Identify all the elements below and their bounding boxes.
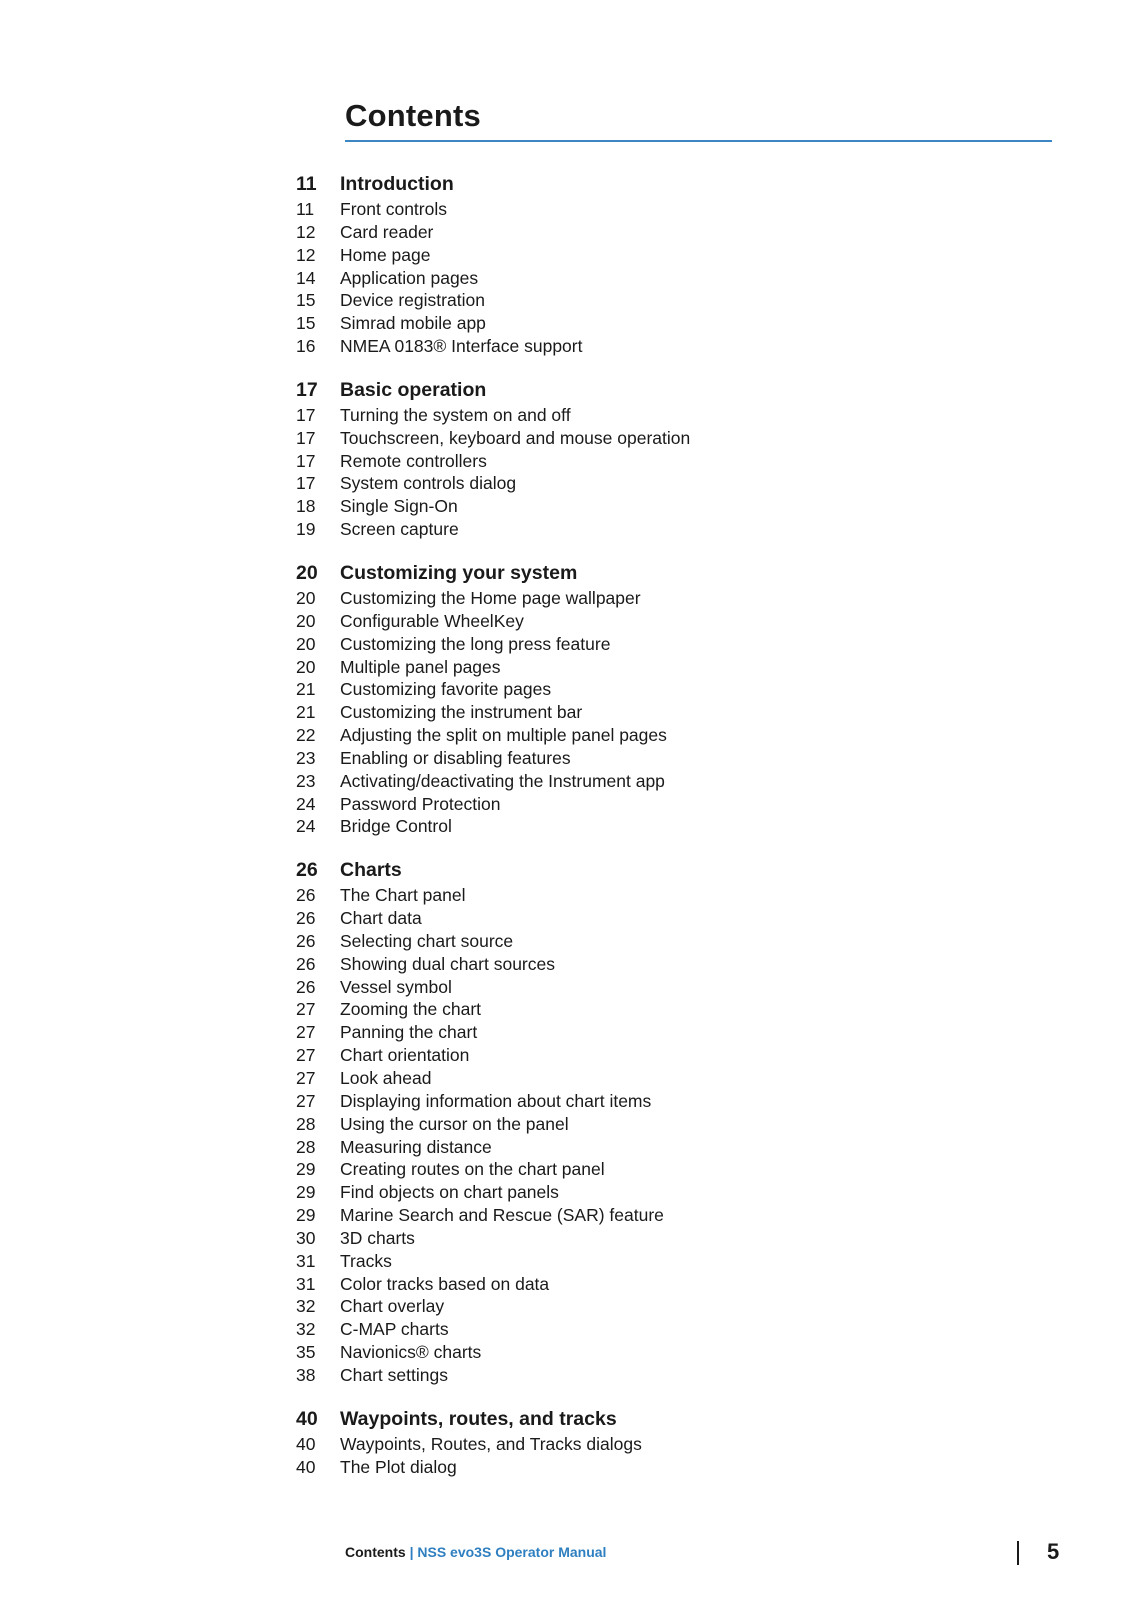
page-number-divider	[1017, 1541, 1019, 1565]
toc-entry-page: 26	[296, 930, 316, 951]
toc-entry-page: 26	[296, 885, 316, 906]
toc-entry[interactable]	[296, 335, 1016, 358]
toc-entry-page: 21	[296, 679, 316, 700]
toc-entry-title: Password Protection	[340, 793, 501, 814]
toc-entry-title: Customizing the long press feature	[340, 633, 611, 654]
toc-entry-title: Single Sign-On	[340, 496, 458, 517]
toc-entry[interactable]	[296, 1044, 1016, 1067]
toc-entry[interactable]	[296, 747, 1016, 770]
toc-entry-page: 20	[296, 656, 316, 677]
toc-chapter-page: 40	[296, 1407, 318, 1430]
toc-entry-title: Screen capture	[340, 519, 459, 540]
toc-chapter-title: Customizing your system	[340, 561, 578, 584]
toc-entry[interactable]	[296, 587, 1016, 610]
toc-entry[interactable]	[296, 1158, 1016, 1181]
toc-entry-page: 16	[296, 336, 316, 357]
toc-entry-title: Find objects on chart panels	[340, 1182, 559, 1203]
toc-chapter-title: Introduction	[340, 173, 454, 195]
toc-entry-title: Panning the chart	[340, 1022, 478, 1043]
toc-entry[interactable]	[296, 678, 1016, 701]
toc-entry-title: Card reader	[340, 221, 434, 242]
toc-chapter-heading[interactable]	[296, 856, 1016, 884]
toc-entry-page: 15	[296, 313, 316, 334]
toc-entry-title: Multiple panel pages	[340, 656, 501, 677]
toc-entry[interactable]	[296, 1136, 1016, 1159]
toc-chapter-title: Waypoints, routes, and tracks	[340, 1407, 617, 1430]
toc-entry[interactable]	[296, 1341, 1016, 1364]
toc-entry-title: NMEA 0183® Interface support	[340, 336, 583, 357]
toc-entry-page: 38	[296, 1364, 316, 1385]
toc-entry[interactable]	[296, 244, 1016, 267]
toc-entry-title: Tracks	[340, 1250, 392, 1271]
toc-entry[interactable]	[296, 1456, 1016, 1479]
toc-entry-title: Measuring distance	[340, 1136, 492, 1157]
toc-entry-title: Zooming the chart	[340, 999, 482, 1020]
toc-entry-title: Look ahead	[340, 1068, 432, 1088]
toc-entry[interactable]	[296, 770, 1016, 793]
toc-entry[interactable]	[296, 1181, 1016, 1204]
toc-entry[interactable]	[296, 1273, 1016, 1296]
toc-entry-page: 20	[296, 587, 316, 608]
toc-entry-title: Front controls	[340, 199, 447, 219]
page-title: Contents	[345, 98, 481, 133]
toc-entry-title: Displaying information about chart items	[340, 1090, 652, 1111]
footer-manual-title: NSS evo3S Operator Manual	[417, 1544, 607, 1560]
toc-entry-page: 23	[296, 747, 316, 768]
toc-entry-title: Navionics® charts	[340, 1342, 482, 1363]
table-of-contents	[296, 170, 1016, 1497]
footer-section-label: Contents	[345, 1544, 406, 1560]
toc-entry-title: The Plot dialog	[340, 1456, 457, 1477]
toc-entry-title: 3D charts	[340, 1227, 415, 1248]
toc-entry-page: 14	[296, 267, 316, 288]
toc-entry-page: 31	[296, 1273, 316, 1294]
toc-entry[interactable]	[296, 267, 1016, 290]
toc-entry-page: 17	[296, 427, 316, 448]
toc-entry[interactable]	[296, 221, 1016, 244]
toc-entry-page: 29	[296, 1205, 316, 1226]
toc-entry-title: Remote controllers	[340, 450, 487, 471]
toc-entry[interactable]	[296, 610, 1016, 633]
toc-entry[interactable]	[296, 450, 1016, 473]
toc-entry-title: Bridge Control	[340, 816, 452, 837]
toc-entry-page: 15	[296, 290, 316, 311]
toc-entry-title: Activating/deactivating the Instrument app	[340, 770, 665, 791]
toc-entry-page: 17	[296, 473, 316, 494]
toc-entry-page: 27	[296, 1022, 316, 1043]
toc-entry-page: 32	[296, 1319, 316, 1340]
toc-entry-page: 26	[296, 908, 316, 929]
toc-entry-title: Customizing favorite pages	[340, 679, 552, 700]
toc-section	[296, 376, 1016, 541]
toc-entry-title: Chart data	[340, 908, 422, 929]
toc-entry-title: System controls dialog	[340, 473, 517, 494]
toc-chapter-page: 26	[296, 859, 318, 882]
toc-entry-title: Using the cursor on the panel	[340, 1113, 569, 1134]
toc-entry-title: Enabling or disabling features	[340, 747, 571, 768]
toc-entry[interactable]	[296, 518, 1016, 541]
toc-chapter-heading[interactable]	[296, 559, 1016, 587]
toc-entry-title: Configurable WheelKey	[340, 610, 524, 631]
toc-entry[interactable]	[296, 1067, 1016, 1090]
toc-entry-page: 27	[296, 1045, 316, 1066]
toc-entry[interactable]	[296, 815, 1016, 838]
toc-entry-title: Chart overlay	[340, 1296, 445, 1317]
toc-entry-page: 24	[296, 816, 316, 837]
toc-entry-page: 12	[296, 244, 316, 265]
toc-entry[interactable]	[296, 198, 1016, 221]
toc-entry-page: 17	[296, 404, 316, 425]
toc-entry[interactable]	[296, 1113, 1016, 1136]
toc-entry-page: 21	[296, 702, 316, 723]
toc-chapter-page: 20	[296, 561, 318, 584]
toc-entry-page: 28	[296, 1113, 316, 1134]
page-footer	[345, 1544, 606, 1560]
toc-chapter-page: 11	[296, 173, 317, 195]
toc-entry[interactable]	[296, 1364, 1016, 1387]
toc-entry[interactable]	[296, 930, 1016, 953]
toc-entry-page: 35	[296, 1342, 316, 1363]
toc-entry-page: 29	[296, 1159, 316, 1180]
toc-entry-title: Selecting chart source	[340, 930, 514, 951]
toc-entry-title: Chart settings	[340, 1364, 448, 1385]
toc-entry-page: 29	[296, 1182, 316, 1203]
toc-entry[interactable]	[296, 793, 1016, 816]
toc-section	[296, 856, 1016, 1387]
toc-entry-page: 31	[296, 1250, 316, 1271]
toc-entry[interactable]	[296, 1227, 1016, 1250]
toc-entry[interactable]	[296, 633, 1016, 656]
toc-entry[interactable]	[296, 1090, 1016, 1113]
toc-entry-title: Device registration	[340, 290, 485, 311]
toc-entry[interactable]	[296, 724, 1016, 747]
toc-entry[interactable]	[296, 404, 1016, 427]
toc-entry-title: Creating routes on the chart panel	[340, 1159, 605, 1180]
toc-entry-title: Home page	[340, 244, 431, 265]
toc-entry[interactable]	[296, 289, 1016, 312]
toc-section	[296, 559, 1016, 838]
toc-entry-title: Customizing the Home page wallpaper	[340, 587, 641, 608]
toc-entry-page: 40	[296, 1456, 316, 1477]
toc-entry-title: Color tracks based on data	[340, 1273, 550, 1294]
toc-entry[interactable]	[296, 1204, 1016, 1227]
footer-separator: |	[409, 1544, 414, 1560]
toc-entry-page: 27	[296, 999, 316, 1020]
toc-chapter-title: Basic operation	[340, 378, 487, 401]
toc-entry-page: 27	[296, 1068, 316, 1088]
toc-entry-page: 17	[296, 450, 316, 471]
toc-entry[interactable]	[296, 312, 1016, 335]
toc-chapter-heading[interactable]	[296, 1405, 1016, 1433]
toc-entry[interactable]	[296, 907, 1016, 930]
toc-entry-title: Marine Search and Rescue (SAR) feature	[340, 1205, 664, 1226]
toc-entry-title: Adjusting the split on multiple panel pages	[340, 725, 667, 746]
toc-entry-title: Application pages	[340, 267, 479, 288]
toc-entry-page: 20	[296, 633, 316, 654]
toc-entry[interactable]	[296, 427, 1016, 450]
toc-entry-title: Waypoints, Routes, and Tracks dialogs	[340, 1433, 642, 1454]
toc-entry[interactable]	[296, 998, 1016, 1021]
toc-entry[interactable]	[296, 884, 1016, 907]
toc-entry-title: Chart orientation	[340, 1045, 470, 1066]
toc-entry[interactable]	[296, 1021, 1016, 1044]
toc-entry-page: 26	[296, 953, 316, 974]
toc-entry[interactable]	[296, 1318, 1016, 1341]
toc-entry-page: 20	[296, 610, 316, 631]
toc-entry-title: Vessel symbol	[340, 976, 452, 997]
toc-entry-page: 23	[296, 770, 316, 791]
title-divider	[345, 140, 1052, 142]
toc-entry-page: 30	[296, 1227, 316, 1248]
toc-entry-page: 32	[296, 1296, 316, 1317]
toc-entry-page: 24	[296, 793, 316, 814]
toc-section	[296, 170, 1016, 358]
page-number: 5	[1047, 1539, 1060, 1564]
toc-entry-page: 19	[296, 519, 316, 540]
toc-section	[296, 1405, 1016, 1479]
toc-entry[interactable]	[296, 976, 1016, 999]
toc-entry[interactable]	[296, 1295, 1016, 1318]
toc-entry-page: 18	[296, 496, 316, 517]
toc-entry[interactable]	[296, 472, 1016, 495]
toc-entry-title: Showing dual chart sources	[340, 953, 555, 974]
toc-entry-page: 22	[296, 725, 316, 746]
toc-entry-page: 11	[296, 199, 315, 219]
toc-entry[interactable]	[296, 1250, 1016, 1273]
toc-entry-title: Customizing the instrument bar	[340, 702, 583, 723]
toc-chapter-heading[interactable]	[296, 376, 1016, 404]
toc-entry-title: Simrad mobile app	[340, 313, 486, 334]
toc-entry[interactable]	[296, 495, 1016, 518]
toc-entry-page: 40	[296, 1433, 316, 1454]
toc-entry-title: Turning the system on and off	[340, 404, 571, 425]
toc-chapter-title: Charts	[340, 859, 402, 882]
toc-entry-page: 26	[296, 976, 316, 997]
toc-chapter-page: 17	[296, 378, 318, 401]
toc-entry[interactable]	[296, 656, 1016, 679]
toc-entry-title: The Chart panel	[340, 885, 466, 906]
toc-entry[interactable]	[296, 1433, 1016, 1456]
toc-chapter-heading[interactable]	[296, 170, 1016, 198]
toc-entry-page: 12	[296, 221, 316, 242]
toc-entry[interactable]	[296, 953, 1016, 976]
toc-entry-title: C-MAP charts	[340, 1319, 449, 1340]
toc-entry-title: Touchscreen, keyboard and mouse operation	[340, 427, 691, 448]
toc-entry[interactable]	[296, 701, 1016, 724]
toc-entry-page: 28	[296, 1136, 316, 1157]
toc-entry-page: 27	[296, 1090, 316, 1111]
